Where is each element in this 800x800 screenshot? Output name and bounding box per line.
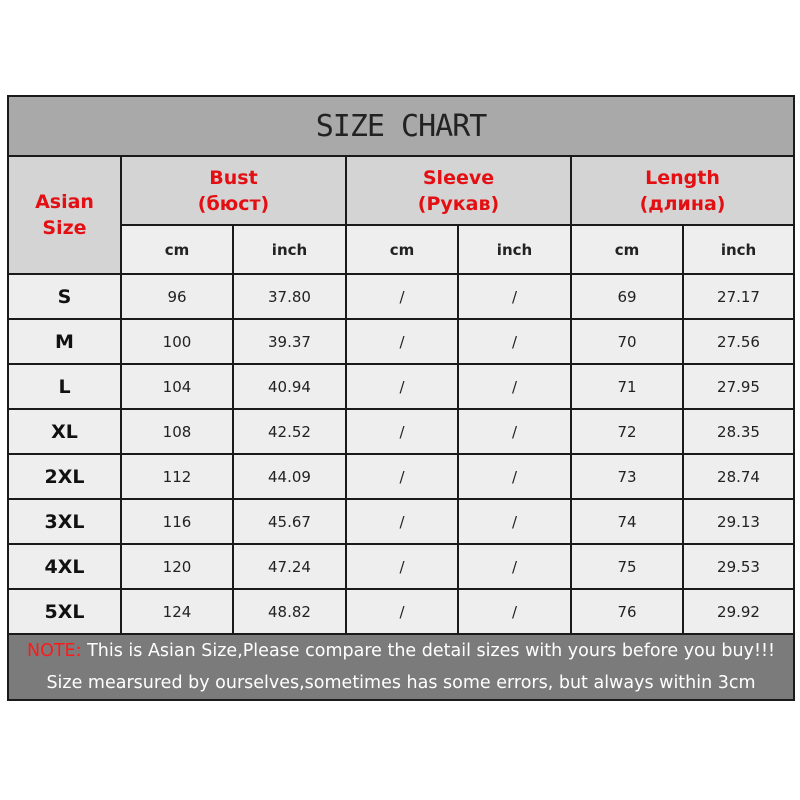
value-cell: /: [458, 499, 571, 544]
value-cell: 112: [121, 454, 233, 499]
value-cell: 72: [571, 409, 683, 454]
value-cell: 75: [571, 544, 683, 589]
size-cell: S: [8, 274, 121, 319]
unit-inch: inch: [233, 225, 346, 274]
table-row: [8, 499, 794, 544]
unit-cm: cm: [571, 225, 683, 274]
value-cell: 29.53: [683, 544, 794, 589]
value-cell: 39.37: [233, 319, 346, 364]
value-cell: 70: [571, 319, 683, 364]
value-cell: /: [346, 274, 458, 319]
size-cell: M: [8, 319, 121, 364]
value-cell: 47.24: [233, 544, 346, 589]
value-cell: 29.92: [683, 589, 794, 634]
length-header: Length (длина): [571, 156, 794, 225]
value-cell: 44.09: [233, 454, 346, 499]
value-cell: 28.74: [683, 454, 794, 499]
table-row: [8, 454, 794, 499]
value-cell: 104: [121, 364, 233, 409]
asian-size-header: Asian Size: [8, 156, 121, 274]
note-line-2: Size mearsured by ourselves,sometimes has some errors, but always within 3cm: [8, 667, 794, 700]
table-row: [8, 274, 794, 319]
value-cell: 100: [121, 319, 233, 364]
value-cell: 45.67: [233, 499, 346, 544]
table-row: [8, 589, 794, 634]
value-cell: 69: [571, 274, 683, 319]
size-chart-table: [7, 95, 795, 701]
value-cell: 71: [571, 364, 683, 409]
value-cell: 108: [121, 409, 233, 454]
size-cell: 3XL: [8, 499, 121, 544]
sleeve-header: Sleeve (Рукав): [346, 156, 571, 225]
value-cell: /: [458, 319, 571, 364]
value-cell: 120: [121, 544, 233, 589]
size-cell: 5XL: [8, 589, 121, 634]
value-cell: 74: [571, 499, 683, 544]
value-cell: /: [346, 409, 458, 454]
note-line-1: NOTE: This is Asian Size,Please compare the detail sizes with yours before you buy!!!: [8, 634, 794, 667]
value-cell: 42.52: [233, 409, 346, 454]
value-cell: /: [346, 319, 458, 364]
value-cell: 27.95: [683, 364, 794, 409]
size-cell: 4XL: [8, 544, 121, 589]
value-cell: 27.56: [683, 319, 794, 364]
value-cell: /: [458, 589, 571, 634]
value-cell: 40.94: [233, 364, 346, 409]
value-cell: 73: [571, 454, 683, 499]
unit-cm: cm: [121, 225, 233, 274]
value-cell: /: [346, 544, 458, 589]
value-cell: /: [346, 589, 458, 634]
value-cell: 28.35: [683, 409, 794, 454]
value-cell: /: [346, 454, 458, 499]
value-cell: /: [458, 364, 571, 409]
bust-header: Bust (бюст): [121, 156, 346, 225]
table-row: [8, 364, 794, 409]
value-cell: /: [346, 364, 458, 409]
note-label: NOTE:: [27, 641, 82, 661]
value-cell: /: [458, 544, 571, 589]
unit-inch: inch: [683, 225, 794, 274]
value-cell: 48.82: [233, 589, 346, 634]
table-row: [8, 319, 794, 364]
value-cell: 37.80: [233, 274, 346, 319]
unit-cm: cm: [346, 225, 458, 274]
value-cell: 27.17: [683, 274, 794, 319]
value-cell: 124: [121, 589, 233, 634]
size-cell: L: [8, 364, 121, 409]
value-cell: /: [458, 274, 571, 319]
value-cell: 29.13: [683, 499, 794, 544]
table-row: [8, 544, 794, 589]
value-cell: /: [346, 499, 458, 544]
table-row: [8, 409, 794, 454]
value-cell: /: [458, 409, 571, 454]
size-cell: XL: [8, 409, 121, 454]
value-cell: /: [458, 454, 571, 499]
chart-title: SIZE CHART: [8, 96, 794, 156]
value-cell: 96: [121, 274, 233, 319]
value-cell: 76: [571, 589, 683, 634]
size-cell: 2XL: [8, 454, 121, 499]
unit-inch: inch: [458, 225, 571, 274]
value-cell: 116: [121, 499, 233, 544]
